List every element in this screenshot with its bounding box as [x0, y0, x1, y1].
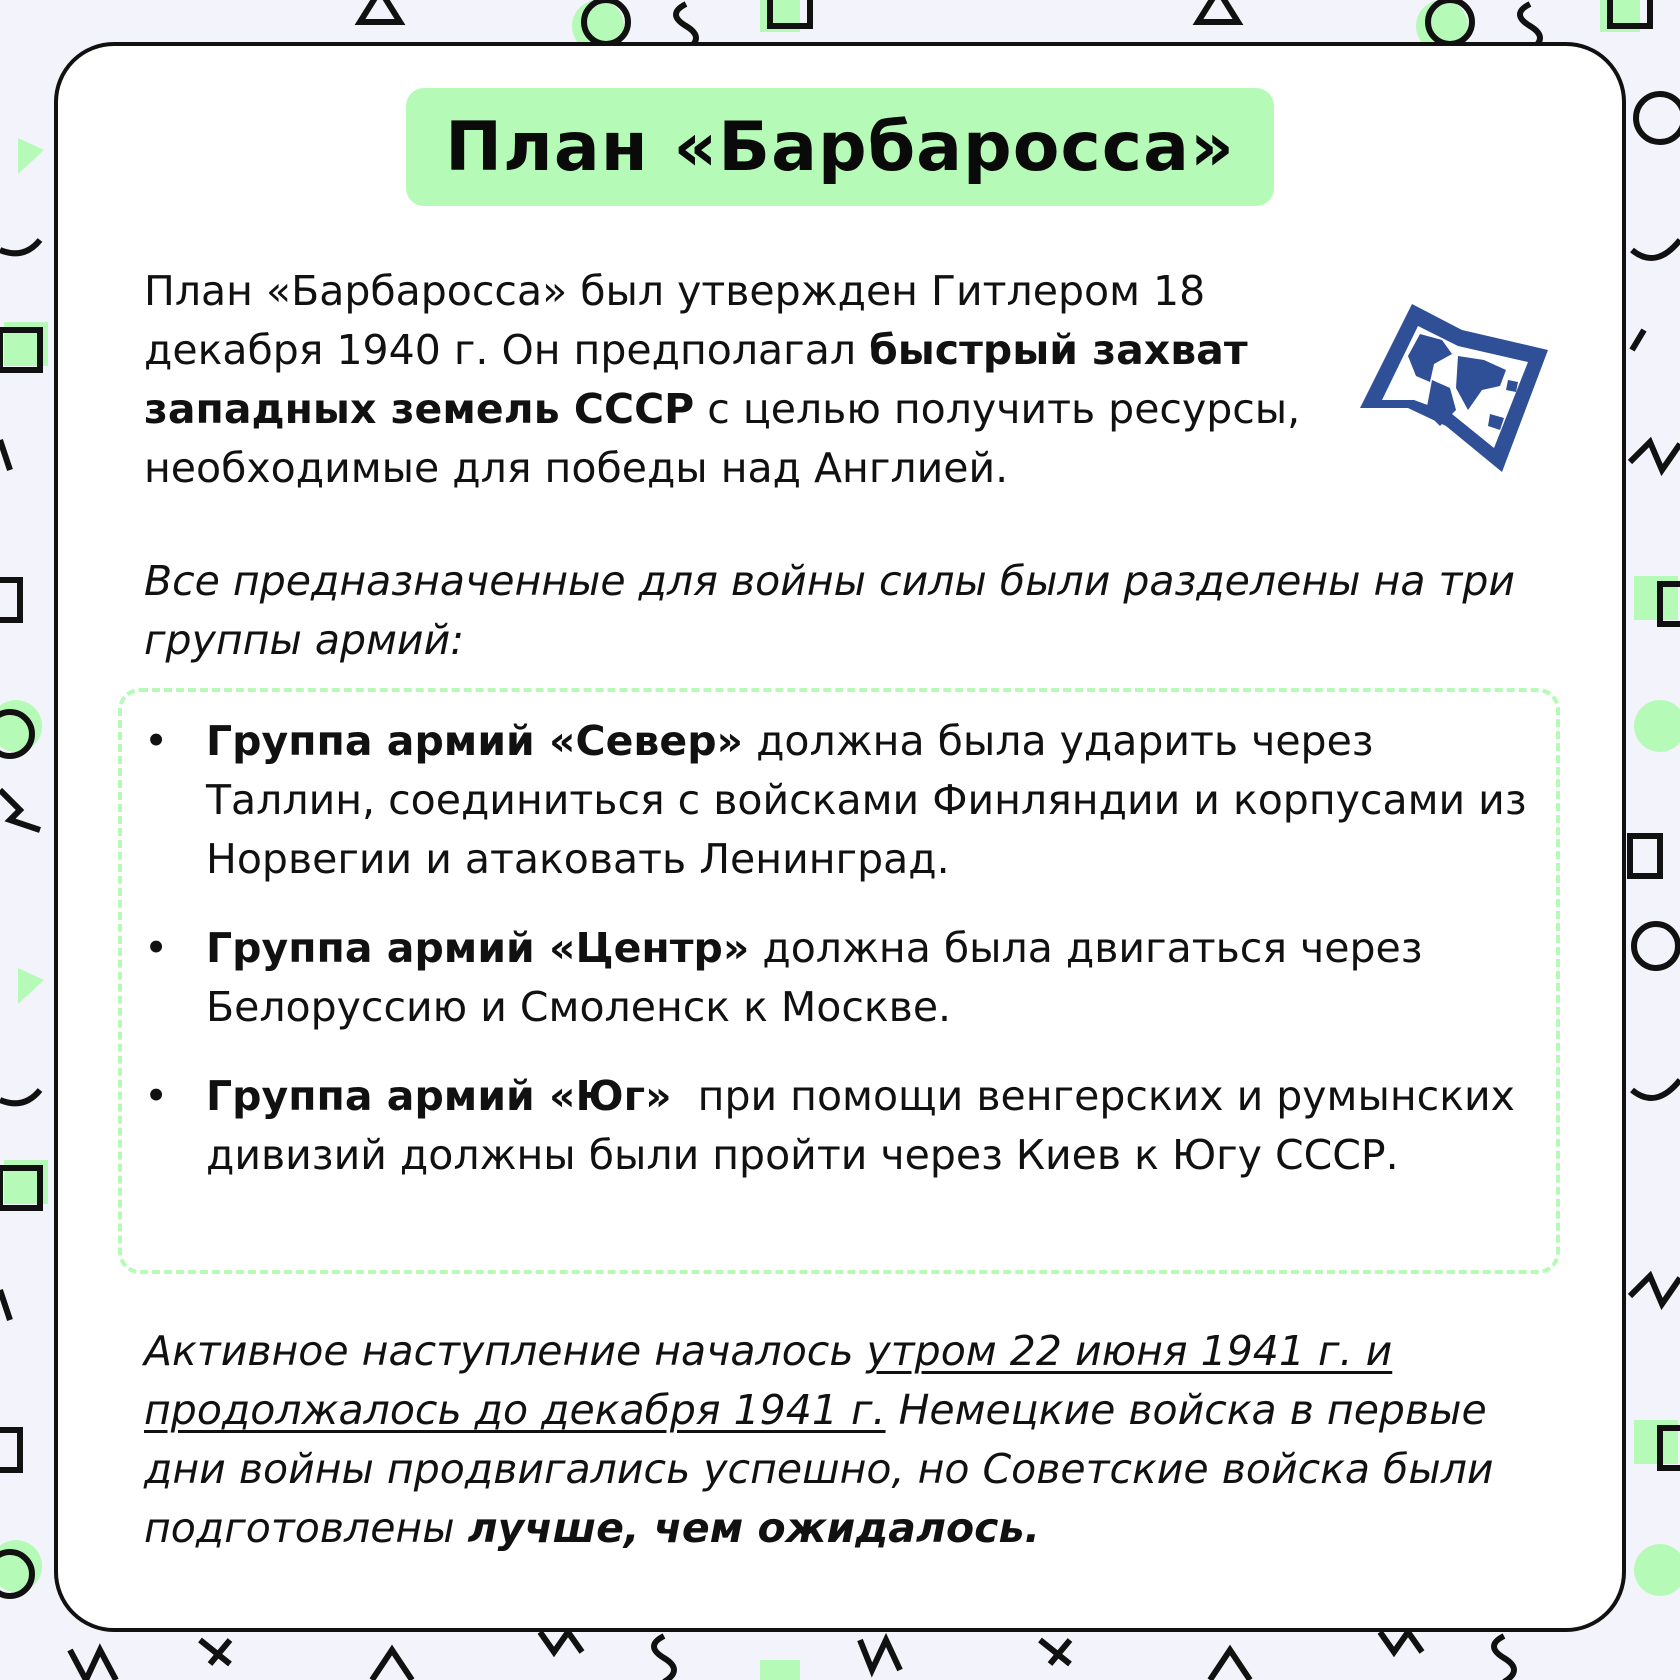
division-note: Все предназначенные для войны силы были разделены на три группы армий:	[144, 557, 1516, 664]
group-name: Группа армий «Юг»	[206, 1072, 672, 1120]
group-name: Группа армий «Центр»	[206, 924, 750, 972]
army-groups-list	[140, 712, 1540, 1215]
outro-paragraph	[144, 1322, 1564, 1558]
bullet-icon: •	[144, 1072, 169, 1120]
title-banner	[406, 88, 1274, 206]
intro-paragraph	[144, 262, 1354, 498]
list-item	[140, 712, 1540, 889]
intro-text-start: План «Барбаросса» был утвержден Гитлером 18 декабря 1940 г. Он предполагал	[144, 267, 1206, 374]
list-item	[140, 919, 1540, 1037]
bullet-icon: •	[144, 924, 169, 972]
group-description: должна была ударить через Таллин, соединиться с войсками Финляндии и корпусами из Норвегии и атаковать Ленинград.	[206, 717, 1527, 883]
intro-highlight: быстрый захват западных земель СССР	[144, 326, 1248, 433]
outro-underlined-dates: утром 22 июня 1941 г. и продолжалось до декабря 1941 г.	[144, 1327, 1393, 1434]
outro-highlight: лучше, чем ожидалось.	[467, 1504, 1040, 1552]
group-description: при помощи венгерских и румынских дивизий должны были пройти через Киев к Югу СССР.	[206, 1072, 1528, 1179]
group-name: Группа армий «Север»	[206, 717, 744, 765]
intro-text-end: с целью получить ресурсы, необходимые для победы над Англией.	[144, 385, 1301, 492]
list-item	[140, 1067, 1540, 1185]
outro-text-middle: Немецкие войска в первые дни войны продвигались успешно, но Советские войска были подготовлены	[144, 1386, 1494, 1552]
page-title: План «Барбаросса»	[445, 107, 1235, 187]
group-description: должна была двигаться через Белоруссию и Смоленск к Москве.	[206, 924, 1423, 1031]
outro-text-start: Активное наступление началось	[144, 1327, 867, 1375]
world-map-icon	[1350, 296, 1560, 472]
bullet-icon: •	[144, 717, 169, 765]
